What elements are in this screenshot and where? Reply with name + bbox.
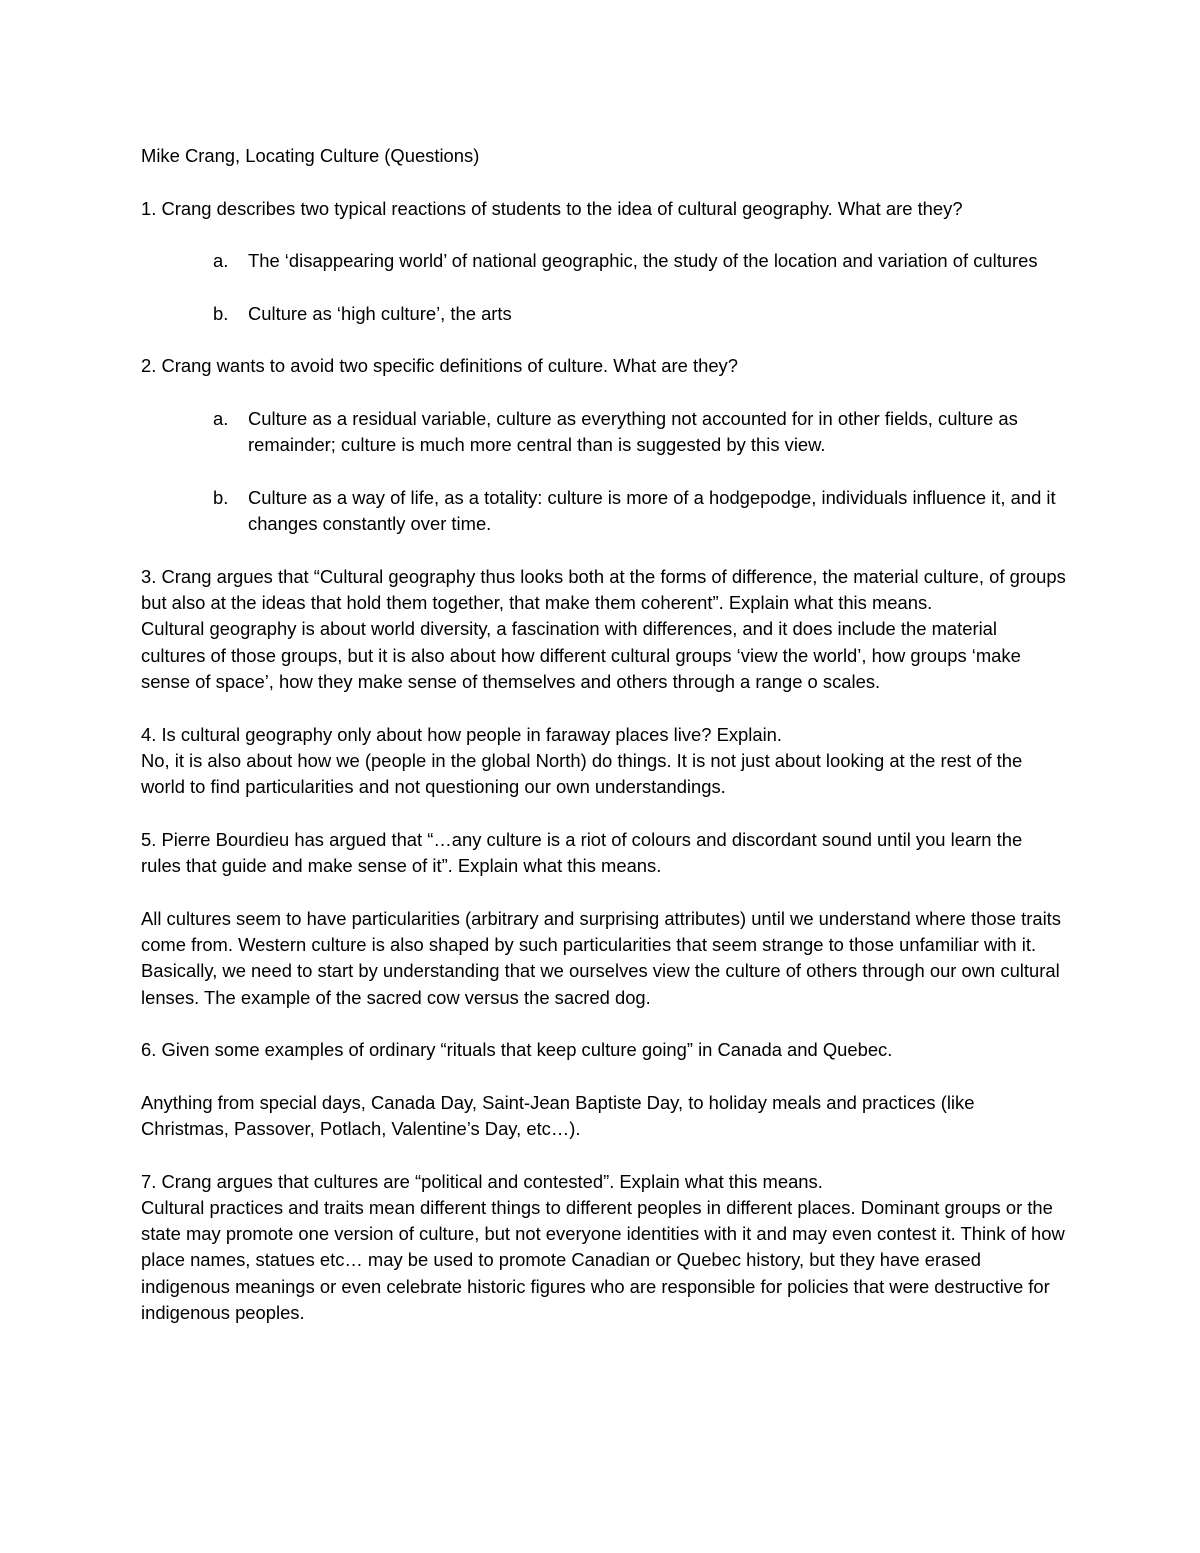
answer-4: No, it is also about how we (people in the global North) do things. It is not just about looking at the rest of the world to find particularities and not questioning our own understandings.: [141, 749, 1023, 798]
list-marker: a.: [213, 250, 229, 272]
list-item: [141, 485, 1066, 538]
question-4: 4. Is cultural geography only about how people in faraway places live? Explain.: [141, 723, 782, 745]
list-item-text: Culture as ‘high culture’, the arts: [248, 302, 512, 324]
list-marker: a.: [213, 407, 229, 429]
answer-7: Cultural practices and traits mean different things to different peoples in different places. Dominant groups or the state may promote one version of culture, but not everyone identities with it and may even contest it. Think of how place names, statues etc… may be used to promote Canadian or Quebec history, but they have erased indigenous meanings or even celebrate historic figures who are responsible for policies that were destructive for indigenous peoples.: [141, 1196, 1065, 1324]
document-page: [141, 143, 1066, 1326]
question-1: 1. Crang describes two typical reactions of students to the idea of cultural geography. What are they?: [141, 197, 963, 219]
list-item: [141, 301, 1066, 327]
answer-3: Cultural geography is about world diversity, a fascination with differences, and it does include the material cultures of those groups, but it is also about how different cultural groups ‘view the world’, how groups ‘make sense of space’, how they make sense of themselves and others through a range o scales.: [141, 618, 1021, 692]
list-marker: b.: [213, 486, 229, 508]
list-item-text: Culture as a way of life, as a totality: culture is more of a hodgepodge, individuals influence it, and it changes constantly over time.: [248, 486, 1056, 535]
list-item: [141, 248, 1066, 274]
question-2-answer-list: [141, 406, 1066, 537]
list-marker: b.: [213, 302, 229, 324]
question-1-answer-list: [141, 248, 1066, 327]
question-3: 3. Crang argues that “Cultural geography thus looks both at the forms of difference, the material culture, of groups but also at the ideas that hold them together, that make them coherent”. Explain what this means.: [141, 565, 1066, 614]
question-7: 7. Crang argues that cultures are “political and contested”. Explain what this means.: [141, 1170, 823, 1192]
question-5: 5. Pierre Bourdieu has argued that “…any culture is a riot of colours and discordant sound until you learn the rules that guide and make sense of it”. Explain what this means.: [141, 828, 1023, 877]
list-item-text: Culture as a residual variable, culture as everything not accounted for in other fields, culture as remainder; culture is much more central than is suggested by this view.: [248, 407, 1018, 456]
document-title: Mike Crang, Locating Culture (Questions): [141, 145, 480, 166]
answer-5: All cultures seem to have particularities (arbitrary and surprising attributes) until we understand where those traits come from. Western culture is also shaped by such particularities that seem strange to those unfamiliar with it. Basically, we need to start by understanding that we ourselves view the culture of others through our own cultural lenses. The example of the sacred cow versus the sacred dog.: [141, 907, 1061, 1008]
question-6: 6. Given some examples of ordinary “rituals that keep culture going” in Canada and Quebec.: [141, 1039, 893, 1061]
question-2: 2. Crang wants to avoid two specific definitions of culture. What are they?: [141, 355, 738, 377]
list-item: [141, 406, 1066, 459]
list-item-text: The ‘disappearing world’ of national geographic, the study of the location and variation of cultures: [248, 250, 1038, 272]
answer-6: Anything from special days, Canada Day, Saint-Jean Baptiste Day, to holiday meals and practices (like Christmas, Passover, Potlach, Valentine’s Day, etc…).: [141, 1091, 975, 1139]
